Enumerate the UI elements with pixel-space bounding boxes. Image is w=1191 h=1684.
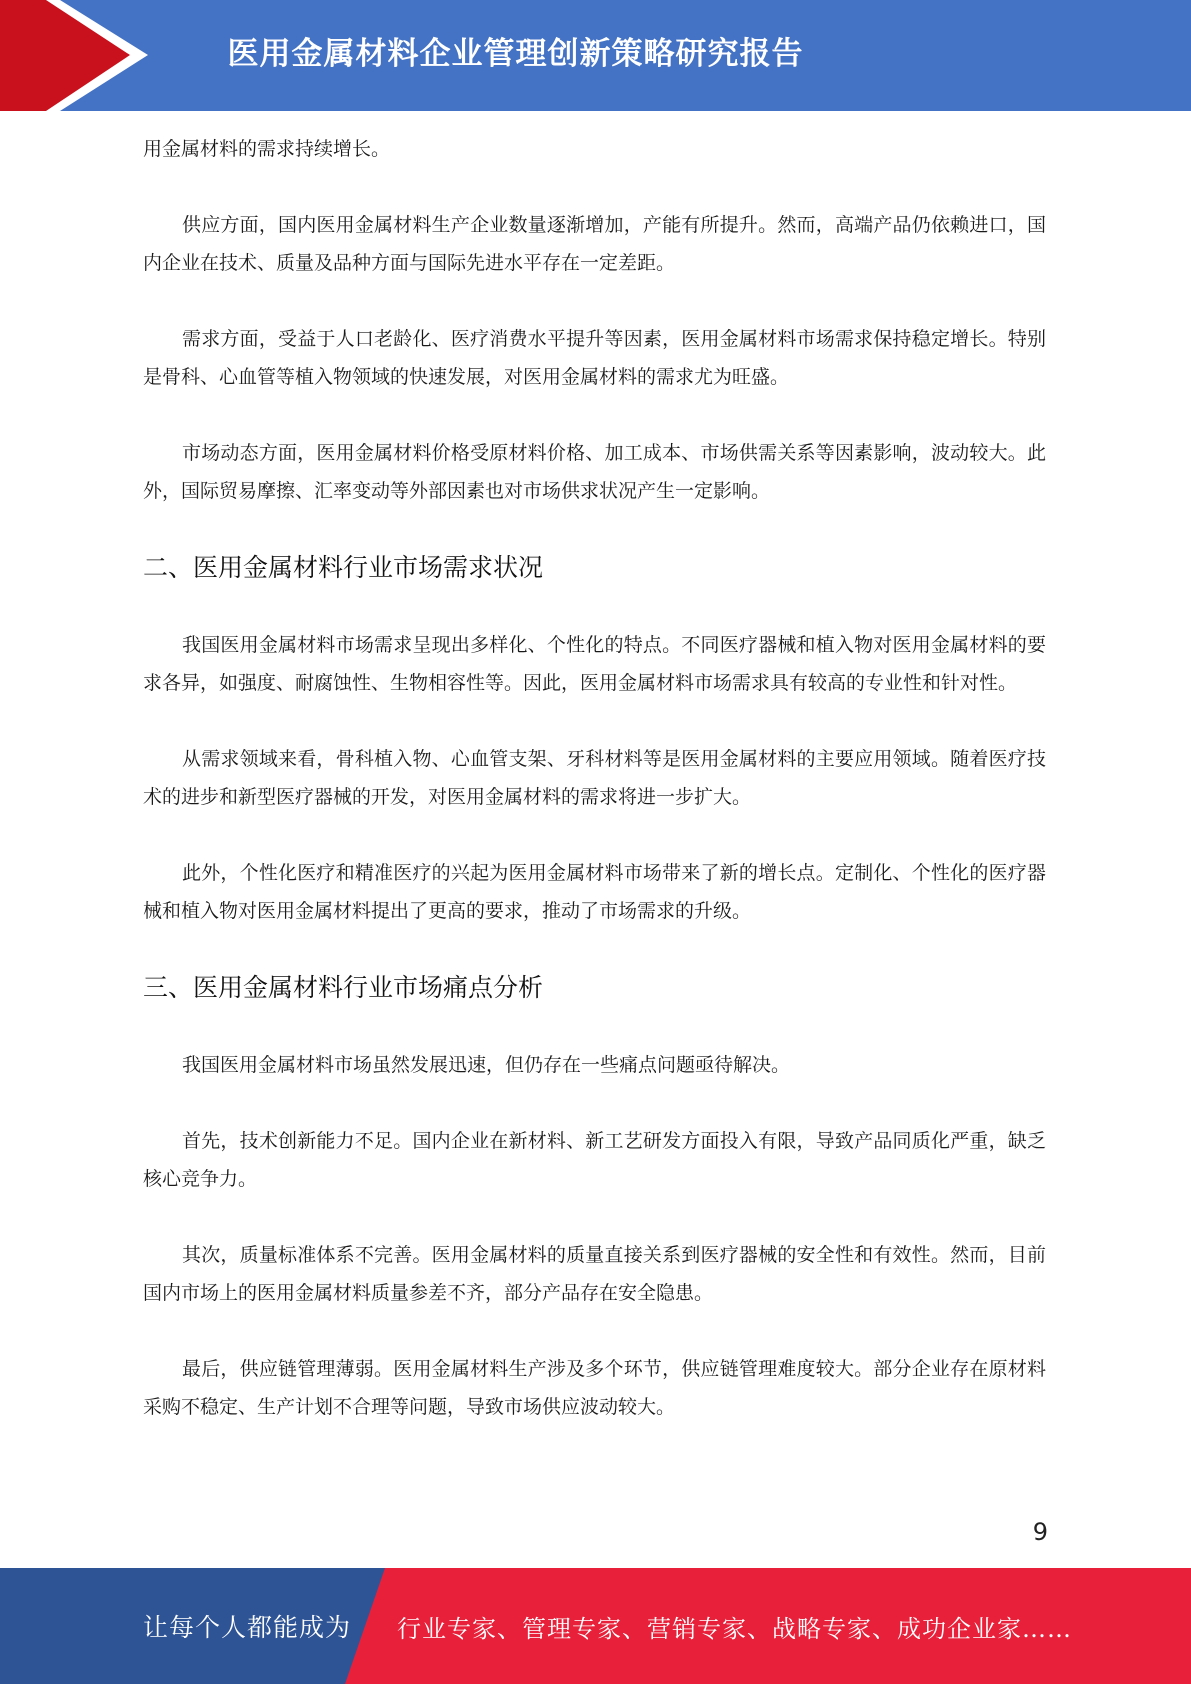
paragraph: 用金属材料的需求持续增长。	[143, 138, 391, 160]
paragraph: 市场动态方面，医用金属材料价格受原材料价格、加工成本、市场供需关系等因素影响，波动较大。此外，国际贸易摩擦、汇率变动等外部因素也对市场供求状况产生一定影响。	[143, 442, 1046, 502]
paragraph: 供应方面，国内医用金属材料生产企业数量逐渐增加，产能有所提升。然而，高端产品仍依赖进口，国内企业在技术、质量及品种方面与国际先进水平存在一定差距。	[143, 214, 1046, 274]
paragraph: 我国医用金属材料市场需求呈现出多样化、个性化的特点。不同医疗器械和植入物对医用金属材料的要求各异，如强度、耐腐蚀性、生物相容性等。因此，医用金属材料市场需求具有较高的专业性和针对性。	[143, 634, 1046, 694]
paragraph: 最后，供应链管理薄弱。医用金属材料生产涉及多个环节，供应链管理难度较大。部分企业存在原材料采购不稳定、生产计划不合理等问题，导致市场供应波动较大。	[143, 1358, 1046, 1418]
paragraph: 从需求领域来看，骨科植入物、心血管支架、牙科材料等是医用金属材料的主要应用领域。随着医疗技术的进步和新型医疗器械的开发，对医用金属材料的需求将进一步扩大。	[143, 748, 1046, 808]
paragraph: 其次，质量标准体系不完善。医用金属材料的质量直接关系到医疗器械的安全性和有效性。然而，目前国内市场上的医用金属材料质量参差不齐，部分产品存在安全隐患。	[143, 1244, 1046, 1304]
section-heading: 三、医用金属材料行业市场痛点分析	[143, 973, 544, 1002]
footer-slogan-right: 行业专家、管理专家、营销专家、战略专家、成功企业家……	[397, 1614, 1072, 1643]
paragraph: 首先，技术创新能力不足。国内企业在新材料、新工艺研发方面投入有限，导致产品同质化严重，缺乏核心竞争力。	[143, 1130, 1046, 1190]
paragraph: 此外，个性化医疗和精准医疗的兴起为医用金属材料市场带来了新的增长点。定制化、个性化的医疗器械和植入物对医用金属材料提出了更高的要求，推动了市场需求的升级。	[143, 862, 1046, 922]
page-header	[0, 0, 1191, 111]
paragraph: 我国医用金属材料市场虽然发展迅速，但仍存在一些痛点问题亟待解决。	[182, 1054, 791, 1076]
page-number: 9	[1032, 1518, 1048, 1546]
header-arrow-decoration	[0, 0, 160, 111]
page-footer	[0, 1568, 1191, 1684]
report-title: 医用金属材料企业管理创新策略研究报告	[227, 35, 804, 72]
document-body	[143, 130, 1046, 1464]
section-heading: 二、医用金属材料行业市场需求状况	[143, 553, 544, 582]
footer-slogan-left: 让每个人都能成为	[143, 1613, 352, 1642]
paragraph: 需求方面，受益于人口老龄化、医疗消费水平提升等因素，医用金属材料市场需求保持稳定增长。特别是骨科、心血管等植入物领域的快速发展，对医用金属材料的需求尤为旺盛。	[143, 328, 1046, 388]
